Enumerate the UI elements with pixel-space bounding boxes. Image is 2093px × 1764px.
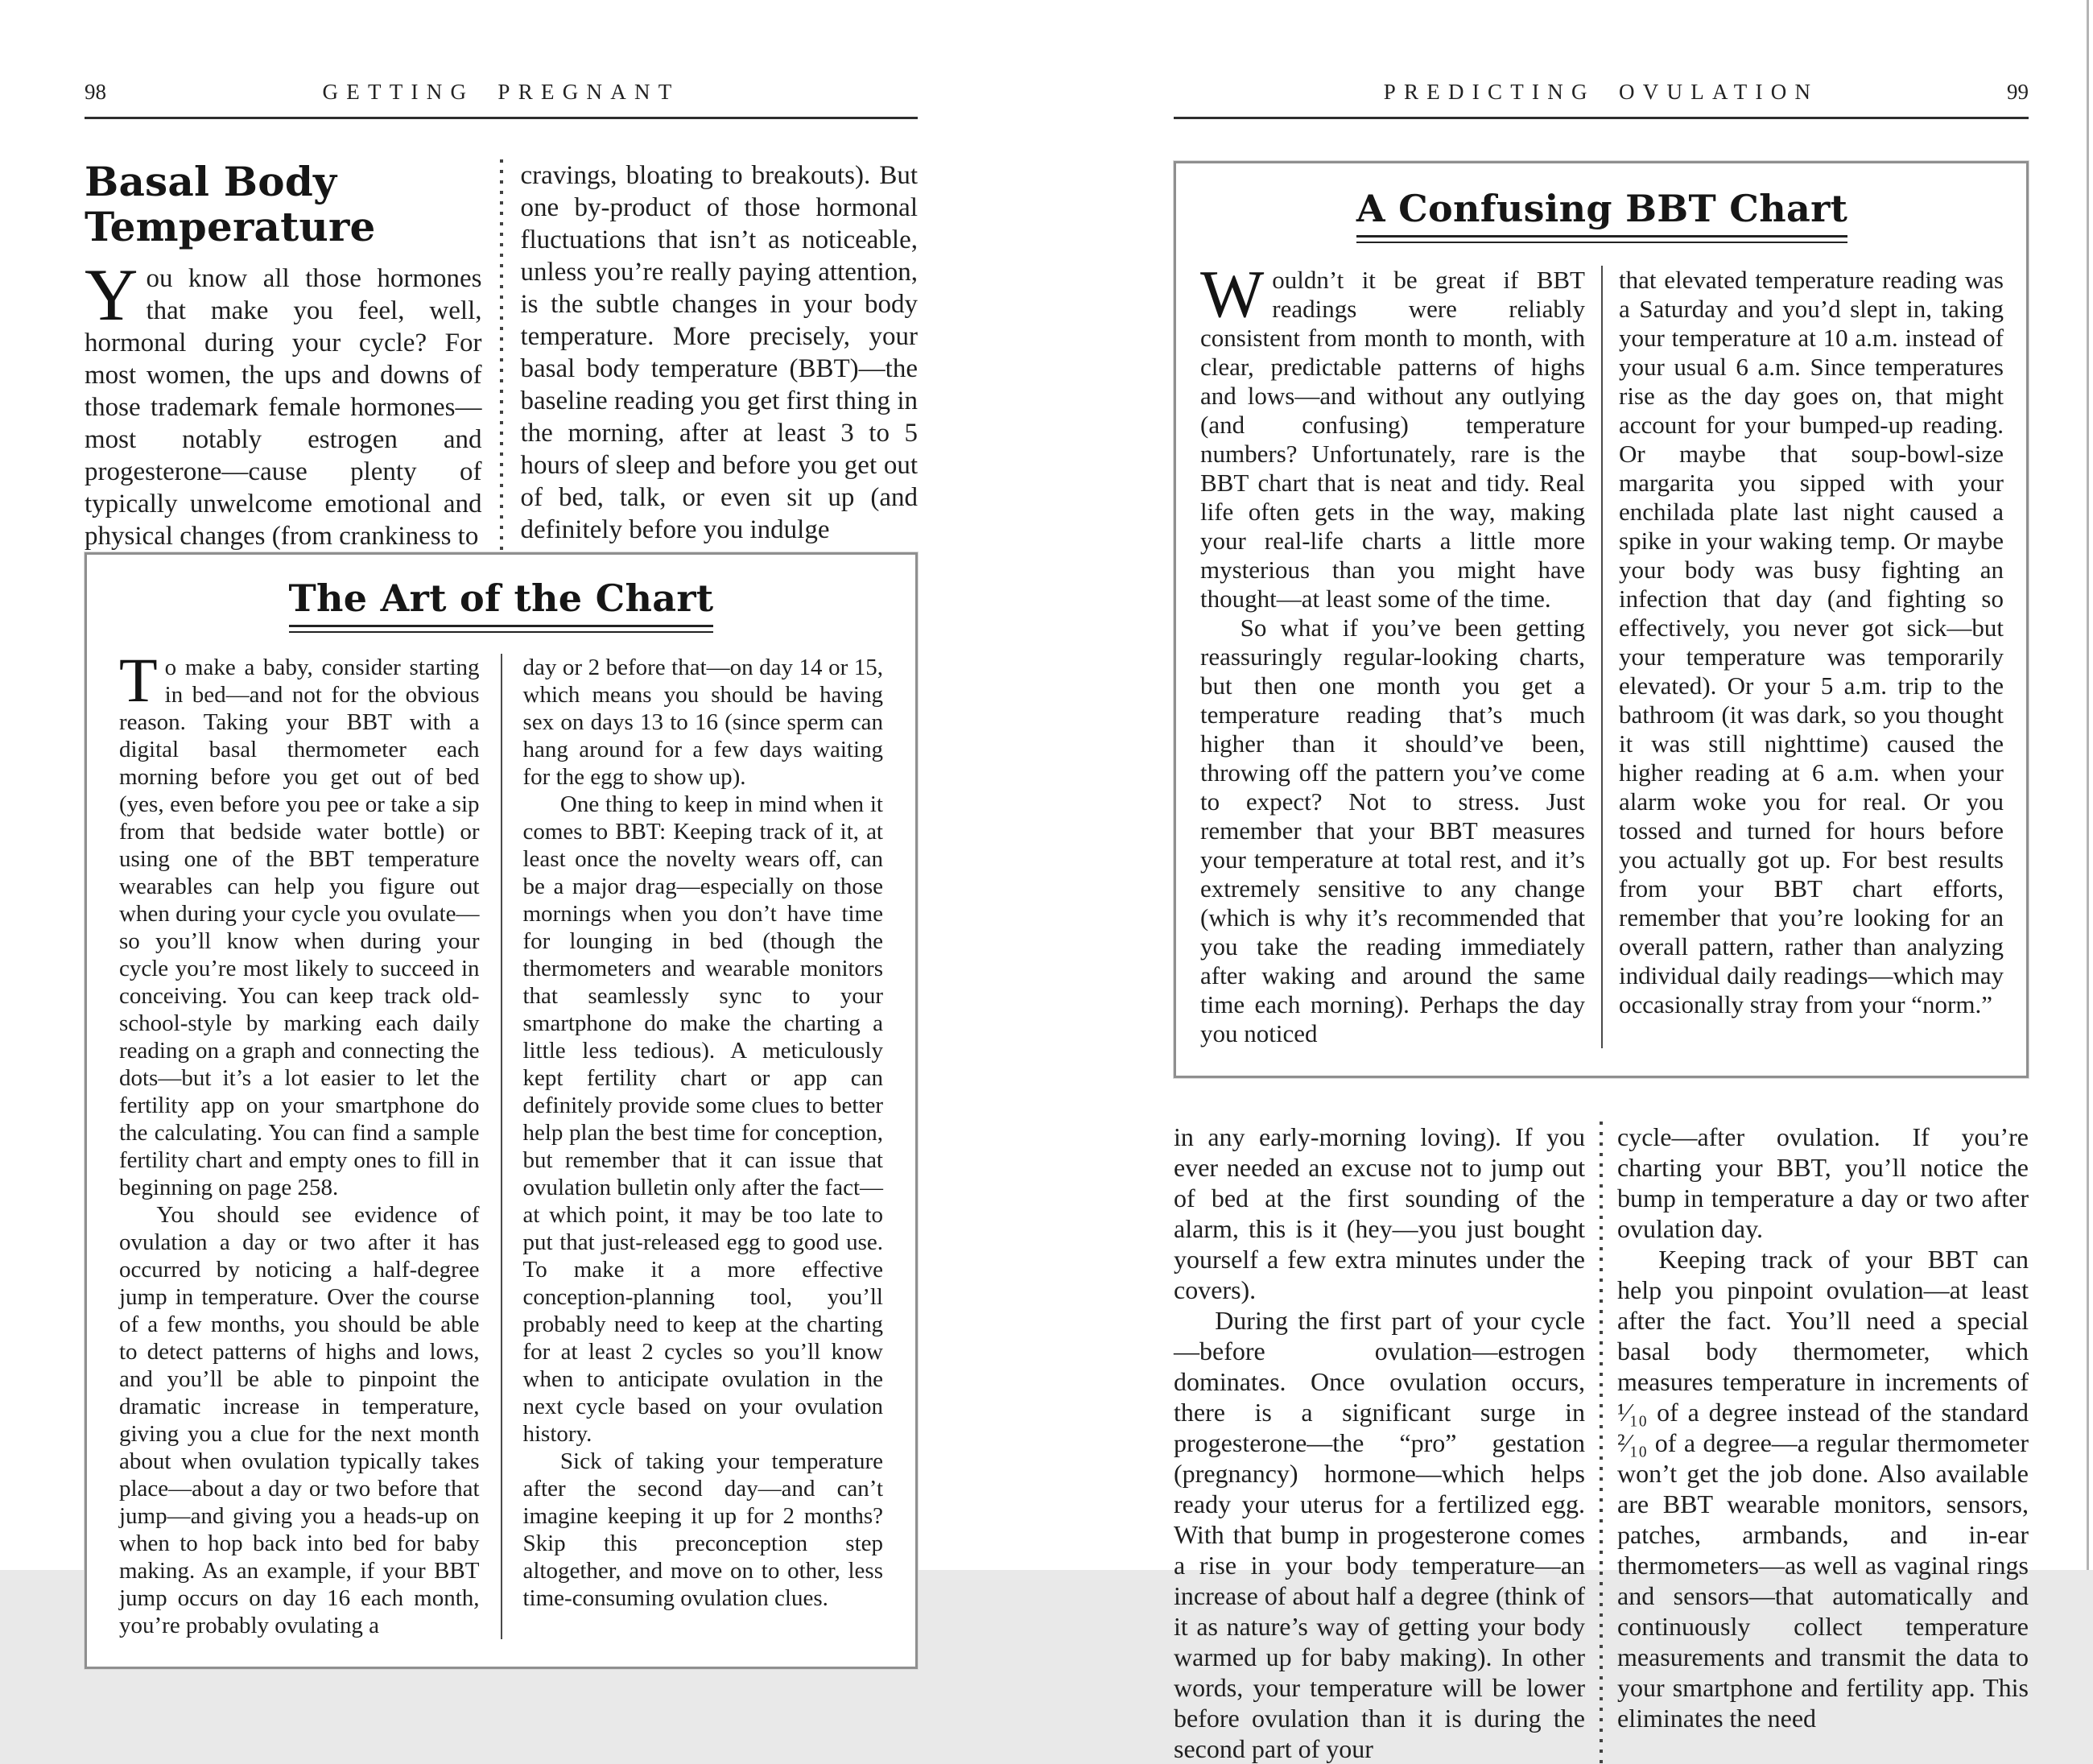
continuation-paragraph-4: Keeping track of your BBT can help you pinpoint ovulation—at least after the fact. You’ll need a special basal body thermometer, which measures temperature in increments of ¹⁄₁₀ of a degree instead of the standard ²⁄₁₀ of a degree—a regular thermometer won’t get the job done. Also available are BBT wearable monitors, sensors, patches, armbands, and in-ear thermometers—as well as vaginal rings and sensors—that automatically and continuously collect temperature measurements and transmit the data to your smartphone and fertility app. This eliminates the need bbox=[1617, 1245, 2029, 1733]
section-title-line1: Basal Body bbox=[85, 158, 337, 205]
page-98 bbox=[85, 76, 918, 1669]
column-divider-dotted bbox=[1600, 1122, 1603, 1764]
continuation-paragraph-3: cycle—after ovulation. If you’re charting your BBT, you’ll notice the bump in temperature a day or two after ovulation day. bbox=[1617, 1122, 2029, 1243]
page-header-right bbox=[1174, 76, 2029, 109]
confusing-paragraph-2: So what if you’ve been getting reassuringly regular-looking charts, but then one month you get a temperature reading that’s much higher than it should’ve been, throwing off the pattern you’ve come to expect? Not to stress. Just remember that your BBT measures your temperature at total rest, and it’s extremely sensitive to any change (which is why it’s recommended that you take the reading immediately after waking and around the same time each morning). Perhaps the day you noticed bbox=[1200, 613, 1585, 1047]
column-divider-dotted bbox=[500, 159, 503, 552]
art-paragraph-2: You should see evidence of ovulation a day or two after it has occurred by noticing a half-degree jump in temperature. Over the course of a few months, you should be able to detect patterns of highs and lows, and you’ll be able to pinpoint the dramatic increase in temperature, giving you a clue for the next month about when ovulation typically takes place—about a day or two before that jump—and giving you a heads-up on when to hop back into bed for baby making. As an example, if your BBT jump occurs on day 16 each month, you’re probably ovulating a bbox=[119, 1202, 480, 1638]
dropcap-y: Y bbox=[85, 254, 138, 336]
dropcap-w: W bbox=[1200, 257, 1265, 332]
section-title bbox=[85, 159, 482, 250]
art-paragraph-5: Sick of taking your temperature after the second day—and can’t imagine keeping it up for 2 months? Skip this preconception step altogether, and move on to other, less time-consuming ovulation clues. bbox=[522, 1448, 883, 1611]
page-99 bbox=[1174, 76, 2029, 1764]
art-paragraph-1 bbox=[119, 645, 480, 1201]
continuation-paragraph-2: During the first part of your cycle—before ovulation—estrogen dominates. Once ovulation occurs, there is a significant surge in progesterone—the “pro” gestation (pregnancy) hormone—which helps ready your uterus for a fertilized egg. With that bump in progesterone comes a rise in your body temperature—an increase of about half a degree (think of it as nature’s way of getting your body warmed up for baby making). In other words, your temperature will be lower before ovulation than it is during the second part of your bbox=[1174, 1306, 1585, 1763]
art-box-heading bbox=[119, 577, 883, 633]
confusing-box-heading bbox=[1200, 188, 2004, 243]
running-head-right: PREDICTING OVULATION bbox=[1383, 80, 1819, 104]
intro-paragraph-2: cravings, bloating to breakouts). But one by-product of those hormonal fluctuations that isn’t as noticeable, unless you’re really paying attention, is the subtle changes in your body temperature. More precisely, your basal body temperature (BBT)—the baseline reading you get first thing in the morning, after at least 3 to 5 hours of sleep and before you get out of bed, talk, or even sit up (and definitely before you indulge bbox=[520, 161, 918, 544]
continuation-column-1 bbox=[1174, 1122, 1585, 1764]
header-rule-left bbox=[85, 117, 918, 119]
page-header-left bbox=[85, 76, 918, 109]
art-paragraph-3: day or 2 before that—on day 14 or 15, which means you should be having sex on days 13 to 16 (since sperm can hang around for a few days waiting for the egg to show up). bbox=[522, 655, 883, 790]
intro-column-2 bbox=[521, 159, 919, 552]
art-of-the-chart-box bbox=[85, 552, 918, 1669]
intro-column-1 bbox=[85, 159, 482, 552]
double-rule bbox=[1356, 235, 1847, 243]
header-rule-right bbox=[1174, 117, 2029, 119]
art-box-column-2 bbox=[523, 654, 884, 1639]
continuation-column-2 bbox=[1617, 1122, 2029, 1764]
confusing-box-column-2 bbox=[1619, 266, 2004, 1048]
column-divider-solid bbox=[1601, 266, 1603, 1048]
confusing-box-title: A Confusing BBT Chart bbox=[1356, 187, 1848, 230]
art-paragraph-4: One thing to keep in mind when it comes to BBT: Keeping track of it, at least once the novelty wears off, can be a major drag—especially on those mornings when you don’t have time for lounging in bed (though the thermometers and wearable monitors that seamlessly sync to your smartphone do make the charting a little less tedious). A meticulously kept fertility chart or app can definitely provide some clues to better help plan the best time for conception, but remember that it can issue that ovulation bulletin only after the fact—at which point, it may be too late to put that just-released egg to good use. To make it a more effective conception-planning tool, you’ll probably need to keep at the charting for at least 2 cycles so you’ll know when to anticipate ovulation in the next cycle based on your ovulation history. bbox=[522, 791, 883, 1447]
page-number-right: 99 bbox=[2007, 80, 2029, 104]
intro-paragraph-1 bbox=[85, 254, 482, 552]
art-paragraph-1-text: o make a baby, consider starting in bed—and not for the obvious reason. Taking your BBT with a digital basal thermometer each morning before you get out of bed (yes, even before you pee or take a sip from that bedside water bottle) or using one of the BBT temperature wearables can help you figure out when during your cycle you ovulate—so you’ll know when during your cycle you’re most likely to succeed in conceiving. You can keep track old-school-style by marking each daily reading on a graph and connecting the dots—but it’s a lot easier to let the fertility app on your smartphone do the calculating. You can find a sample fertility chart and empty ones to fill in beginning on page 258. bbox=[119, 655, 480, 1200]
page-number-left: 98 bbox=[85, 80, 106, 104]
art-box-column-1 bbox=[119, 645, 480, 1639]
confusing-box-column-1 bbox=[1200, 257, 1585, 1048]
running-head-left: GETTING PREGNANT bbox=[322, 80, 680, 104]
art-box-columns bbox=[119, 645, 883, 1639]
double-rule bbox=[289, 625, 714, 633]
confusing-box-columns bbox=[1200, 257, 2004, 1048]
art-box-title: The Art of the Chart bbox=[288, 576, 714, 620]
confusing-bbt-chart-box bbox=[1174, 161, 2029, 1078]
confusing-paragraph-1 bbox=[1200, 257, 1585, 613]
screen-edge-line bbox=[2087, 0, 2089, 1570]
column-divider-solid bbox=[501, 654, 502, 1639]
body-continuation-section bbox=[1174, 1122, 2029, 1764]
confusing-paragraph-3: that elevated temperature reading was a Saturday and you’d slept in, taking your temperature at 10 a.m. instead of your usual 6 a.m. Since temperatures rise as the day goes on, that might account for your bumped-up reading. Or maybe that soup-bowl-size margarita you sipped with your enchilada plate last night caused a spike in your waking temp. Or maybe your body was busy fighting an infection that day (and fighting so effectively, you never got sick—but your temperature was temporarily elevated). Or your 5 a.m. trip to the bathroom (it was dark, so you thought it was still nighttime) caused the higher reading at 6 a.m. when your alarm woke you for real. Or you tossed and turned for hours before you actually got up. For best results from your BBT chart efforts, remember that you’re looking for an overall pattern, rather than analyzing individual daily readings—which may occasionally stray from your “norm.” bbox=[1619, 266, 2004, 1018]
section-title-line2: Temperature bbox=[85, 203, 376, 250]
confusing-paragraph-1-text: ouldn’t it be great if BBT readings were reliably consistent from month to month, with clear, predictable patterns of highs and lows—and without any outlying (and confusing) temperature numbers? Unfortunately, rare is the BBT chart that is neat and tidy. Real life often gets in the way, making your real-life charts a little more mysterious than you might have thought—at least some of the time. bbox=[1200, 266, 1585, 613]
intro-section bbox=[85, 159, 918, 552]
continuation-paragraph-1: in any early-morning loving). If you ever needed an excuse not to jump out of bed at the first sounding of the alarm, this is it (hey—you just bought yourself a few extra minutes under the covers). bbox=[1174, 1122, 1585, 1304]
intro-paragraph-1-text: ou know all those hormones that make you feel, well, hormonal during your cycle? For most women, the ups and downs of those trademark female hormones—most notably estrogen and progesterone—cause plenty of typically unwelcome emotional and physical changes (from crankiness to bbox=[85, 264, 482, 551]
dropcap-t: T bbox=[119, 645, 158, 715]
